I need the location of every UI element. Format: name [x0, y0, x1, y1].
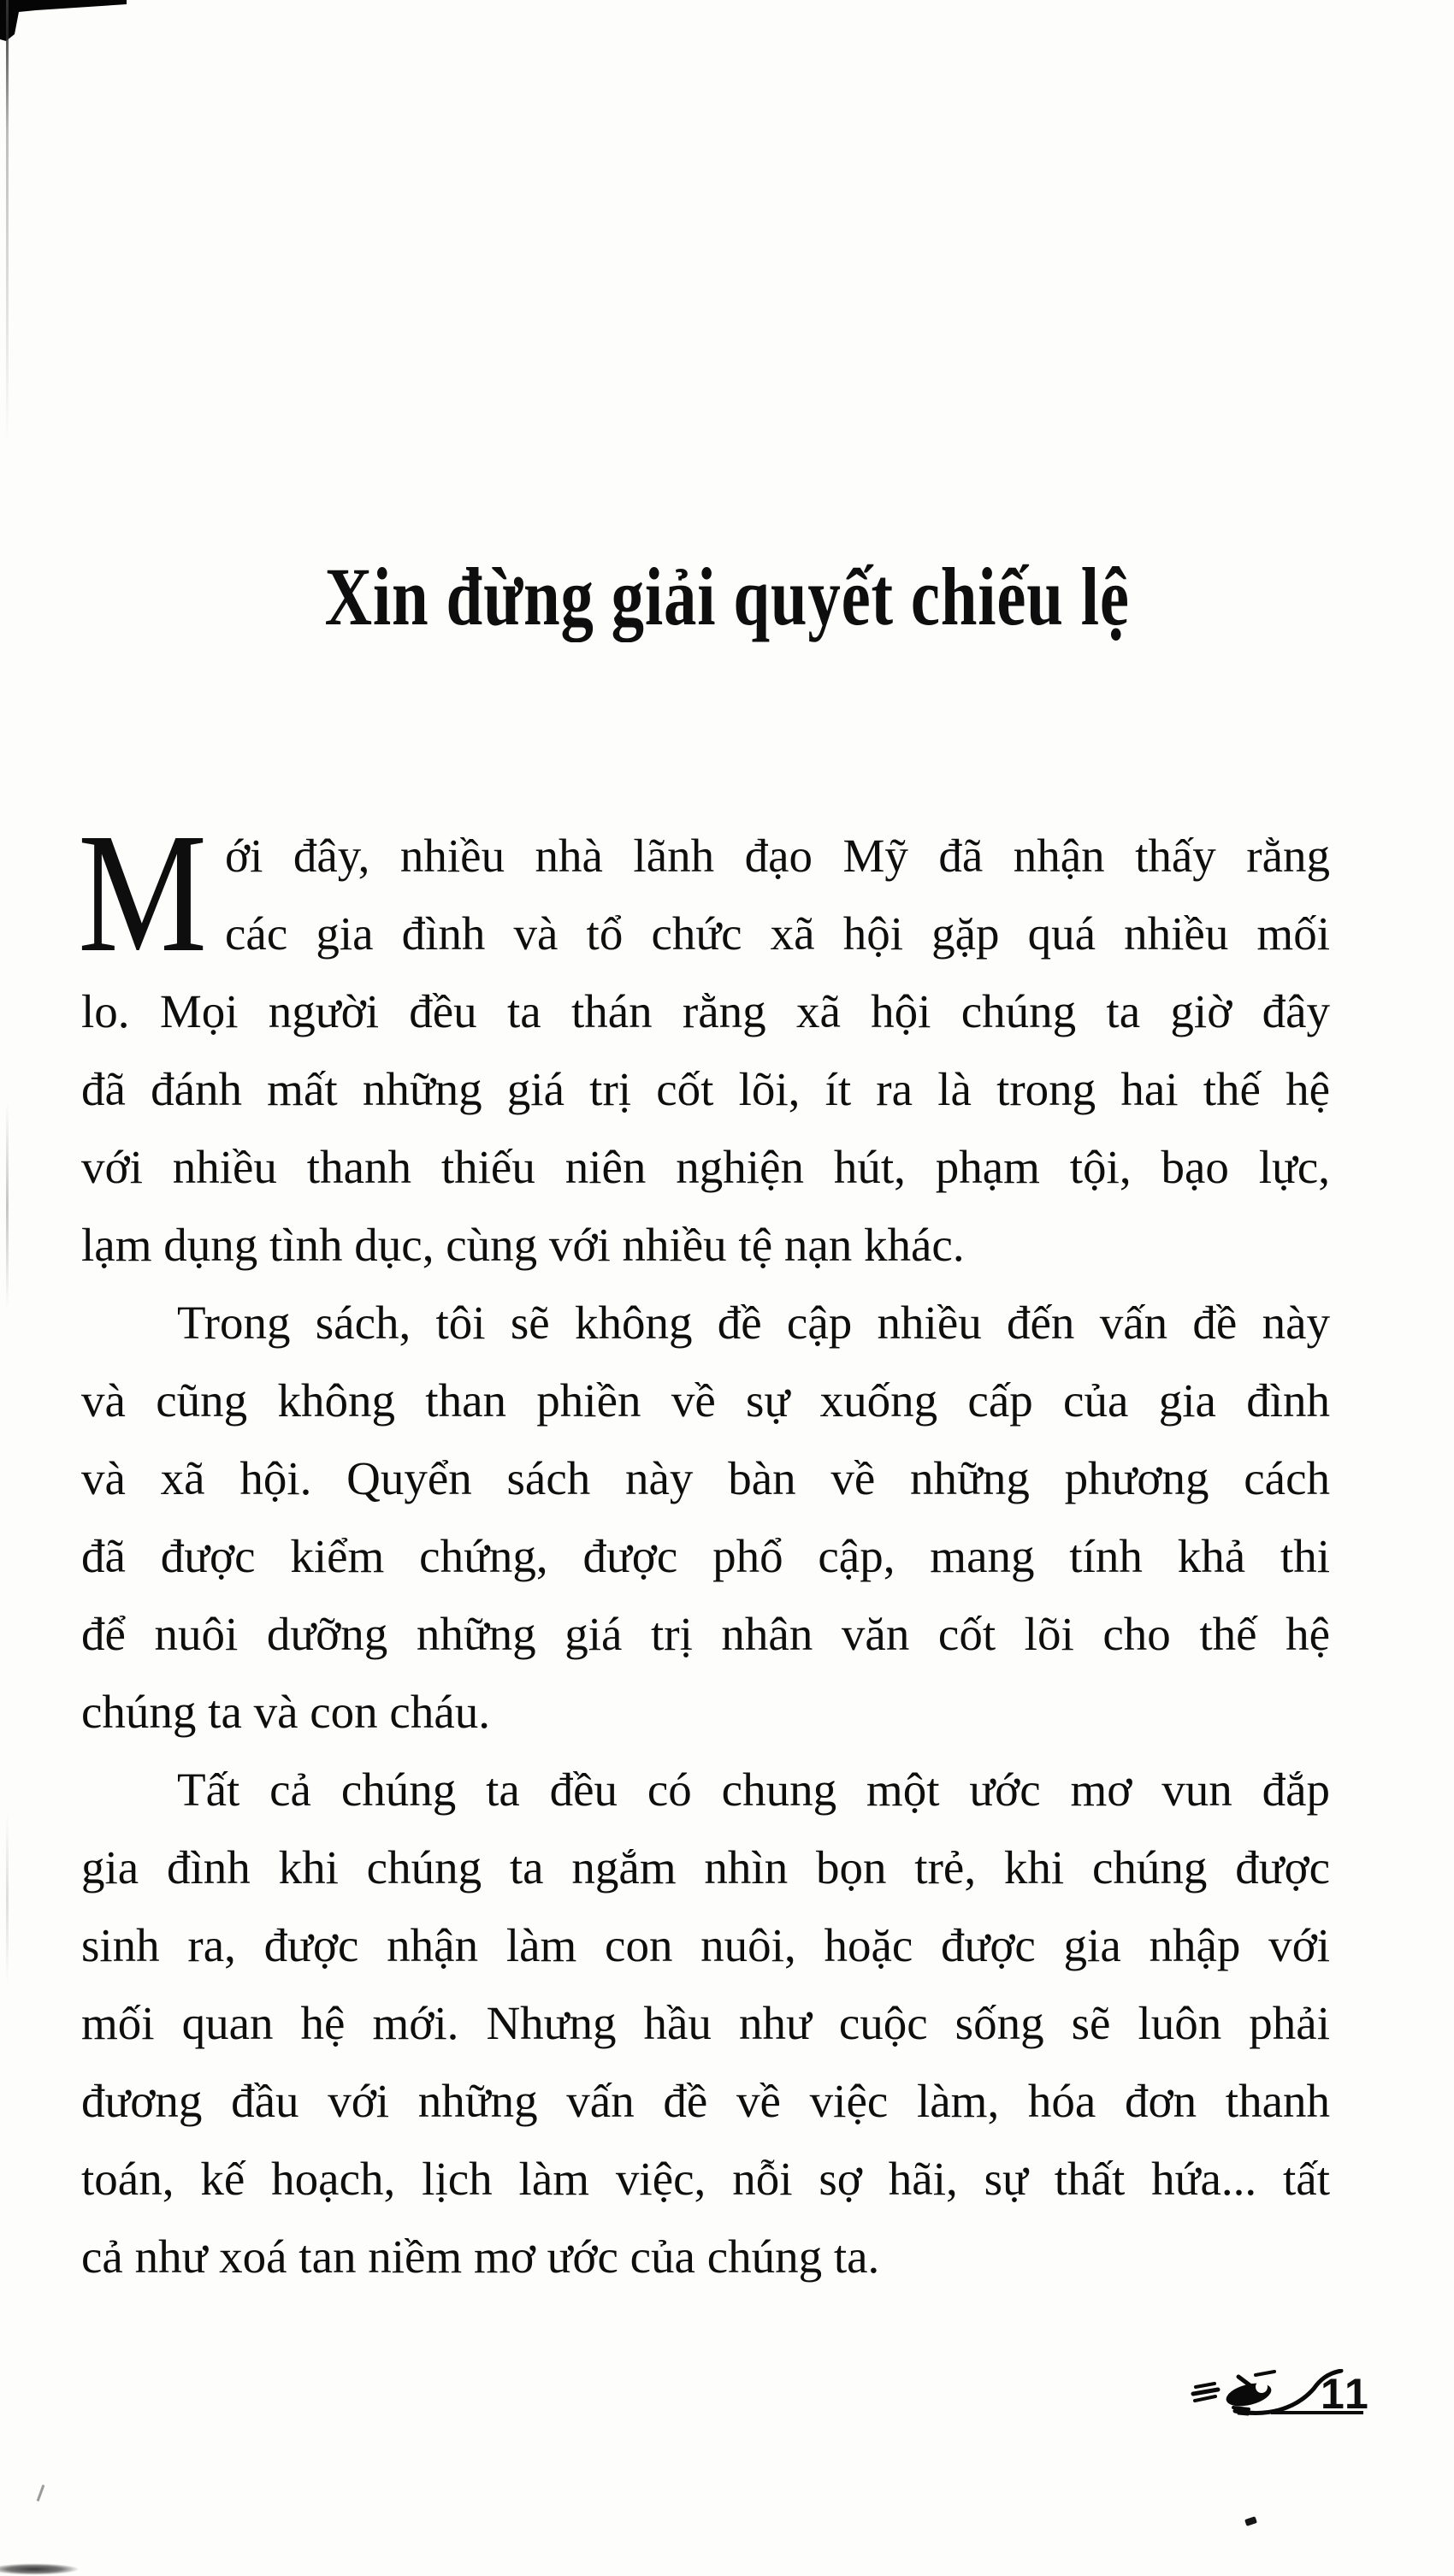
body-line: Tất cả chúng ta đều có chung một ước mơ vun đắp	[177, 1764, 1330, 1816]
body-line: đã được kiểm chứng, được phổ cập, mang tính khả thi	[81, 1530, 1330, 1582]
body-line: các gia đình và tổ chức xã hội gặp quá nhiều mối	[225, 907, 1330, 960]
body-line: sinh ra, được nhận làm con nuôi, hoặc được gia nhập với	[81, 1919, 1330, 1971]
body-line: lạm dụng tình dục, cùng với nhiều tệ nạn khác.	[81, 1219, 965, 1271]
body-line: toán, kế hoạch, lịch làm việc, nỗi sợ hãi, sự thất hứa... tất	[81, 2153, 1330, 2205]
scan-corner-mark	[0, 0, 128, 43]
chapter-title	[0, 551, 1454, 664]
page-number: 11	[1321, 2370, 1371, 2418]
scan-edge-line	[6, 0, 9, 445]
scan-edge-line	[6, 1813, 9, 1984]
body-line: đương đầu với những vấn đề về việc làm, hóa đơn thanh	[81, 2075, 1330, 2127]
body-line: Trong sách, tôi sẽ không đề cập nhiều đến vấn đề này	[177, 1297, 1330, 1349]
body-line: chúng ta và con cháu.	[81, 1686, 491, 1738]
scan-smudge	[0, 2559, 128, 2576]
body-line: mối quan hệ mới. Nhưng hầu như cuộc sống sẽ luôn phải	[81, 1997, 1330, 2049]
scan-edge-line	[6, 1103, 9, 1309]
body-line: và xã hội. Quyển sách này bàn về những phương cách	[81, 1452, 1330, 1504]
body-line: cả như xoá tan niềm mơ ước của chúng ta.	[81, 2230, 880, 2283]
scan-speck	[1244, 2516, 1257, 2526]
body-line: với nhiều thanh thiếu niên nghiện hút, phạm tội, bạo lực,	[81, 1141, 1330, 1193]
body-line: và cũng không than phiền về sự xuống cấp của gia đình	[81, 1374, 1330, 1427]
body-line: gia đình khi chúng ta ngắm nhìn bọn trẻ, khi chúng được	[81, 1841, 1330, 1894]
chapter-title-text: Xin đừng giải quyết chiếu lệ	[324, 551, 1130, 642]
body-line: để nuôi dưỡng những giá trị nhân văn cốt lõi cho thế hệ	[81, 1608, 1330, 1660]
body-line: đã đánh mất những giá trị cốt lõi, ít ra là trong hai thế hệ	[81, 1063, 1330, 1115]
body-text	[78, 799, 1330, 2295]
body-line: ới đây, nhiều nhà lãnh đạo Mỹ đã nhận thấy rằng	[225, 830, 1330, 882]
body-line: lo. Mọi người đều ta thán rằng xã hội chúng ta giờ đây	[81, 985, 1330, 1037]
scan-speck	[37, 2484, 45, 2502]
drop-cap: M	[78, 799, 208, 988]
